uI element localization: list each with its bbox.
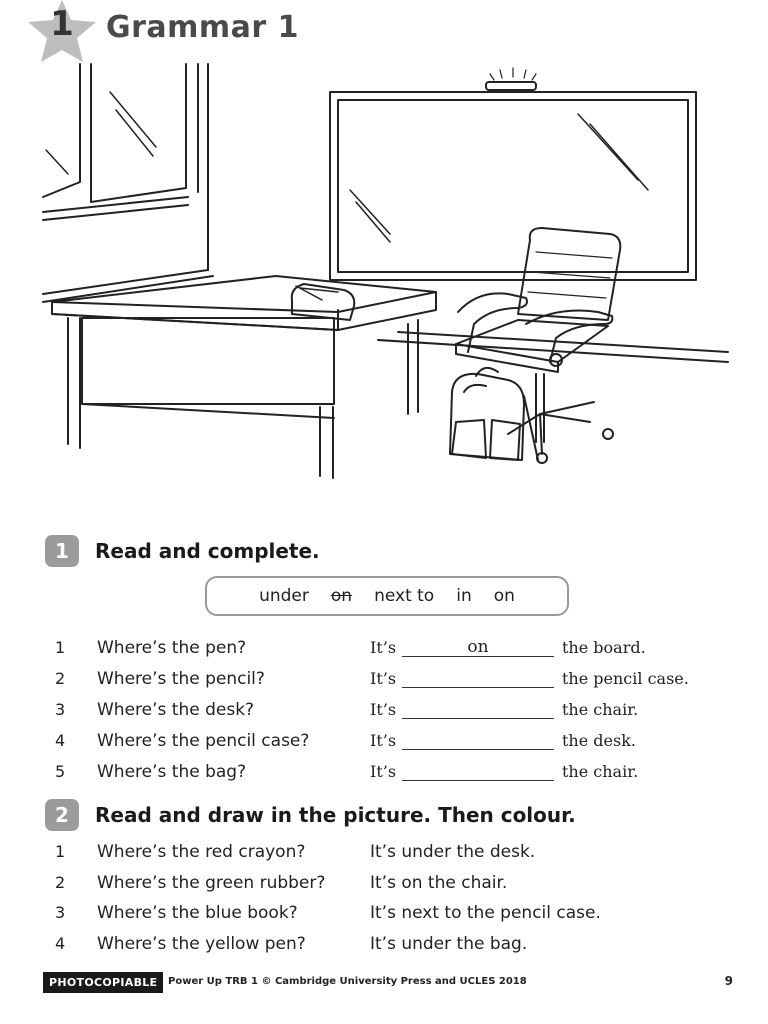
question-text: Where’s the red crayon? [97,842,306,862]
answer-blank[interactable] [402,780,554,781]
exercise2-badge: 2 [45,799,79,831]
exercise2-item [0,934,768,962]
answer-blank[interactable] [402,718,554,719]
unit-number: 1 [50,4,74,44]
board [330,68,696,280]
word-bank-item-used: on [330,586,353,606]
exercise1-item [0,762,768,790]
question-text: Where’s the yellow pen? [97,934,306,954]
question-text: Where’s the bag? [97,762,247,782]
exercise1-item [0,669,768,697]
word-bank-item: under [259,586,309,606]
answer-fill: on [467,637,489,657]
question-text: Where’s the blue book? [97,903,298,923]
exercise2-item [0,842,768,870]
classroom-illustration [38,62,738,492]
question-text: Where’s the pencil? [97,669,265,689]
window [43,64,208,220]
answer-prefix: It’s [370,700,397,719]
exercise2-heading [45,799,576,831]
page-header [0,0,768,64]
answer-blank[interactable] [402,687,554,688]
word-bank-item: on [493,586,515,606]
answer-prefix: It’s [370,669,397,688]
item-number: 2 [55,873,66,892]
answer-suffix: the board. [562,638,646,657]
exercise1-badge: 1 [45,535,79,567]
word-bank [205,576,569,616]
answer-suffix: the chair. [562,762,639,781]
item-number: 1 [55,638,66,657]
answer-prefix: It’s [370,762,397,781]
answer-text: It’s under the bag. [370,934,528,954]
page-title: Grammar 1 [106,10,300,45]
answer-prefix: It’s [370,731,397,750]
answer-suffix: the desk. [562,731,636,750]
copyright-credit: Power Up TRB 1 © Cambridge University Press and UCLES 2018 [168,976,527,987]
question-text: Where’s the pen? [97,638,247,658]
answer-prefix: It’s [370,638,397,657]
desk [52,276,436,478]
exercise2-item [0,873,768,901]
item-number: 3 [55,700,66,719]
answer-text: It’s on the chair. [370,873,508,893]
answer-suffix: the pencil case. [562,669,689,688]
answer-text: It’s under the desk. [370,842,536,862]
exercise2-item [0,903,768,931]
answer-suffix: the chair. [562,700,639,719]
pencil-case [292,284,355,320]
item-number: 5 [55,762,66,781]
item-number: 4 [55,934,66,953]
answer-text: It’s next to the pencil case. [370,903,601,923]
exercise1-title: Read and complete. [95,539,320,563]
exercise1-item [0,731,768,759]
item-number: 3 [55,903,66,922]
photocopiable-label: PHOTOCOPIABLE [43,972,163,993]
word-bank-item: in [456,586,472,606]
exercise1-item [0,700,768,728]
exercise1-heading [45,535,320,567]
question-text: Where’s the desk? [97,700,255,720]
item-number: 4 [55,731,66,750]
question-text: Where’s the pencil case? [97,731,310,751]
backpack [450,368,538,460]
item-number: 2 [55,669,66,688]
word-bank-item: next to [374,586,435,606]
exercise2-title: Read and draw in the picture. Then colour. [95,803,576,827]
page-number: 9 [724,974,733,988]
exercise1-item [0,638,768,666]
question-text: Where’s the green rubber? [97,873,326,893]
answer-blank[interactable] [402,749,554,750]
page-footer [43,972,743,994]
item-number: 1 [55,842,66,861]
